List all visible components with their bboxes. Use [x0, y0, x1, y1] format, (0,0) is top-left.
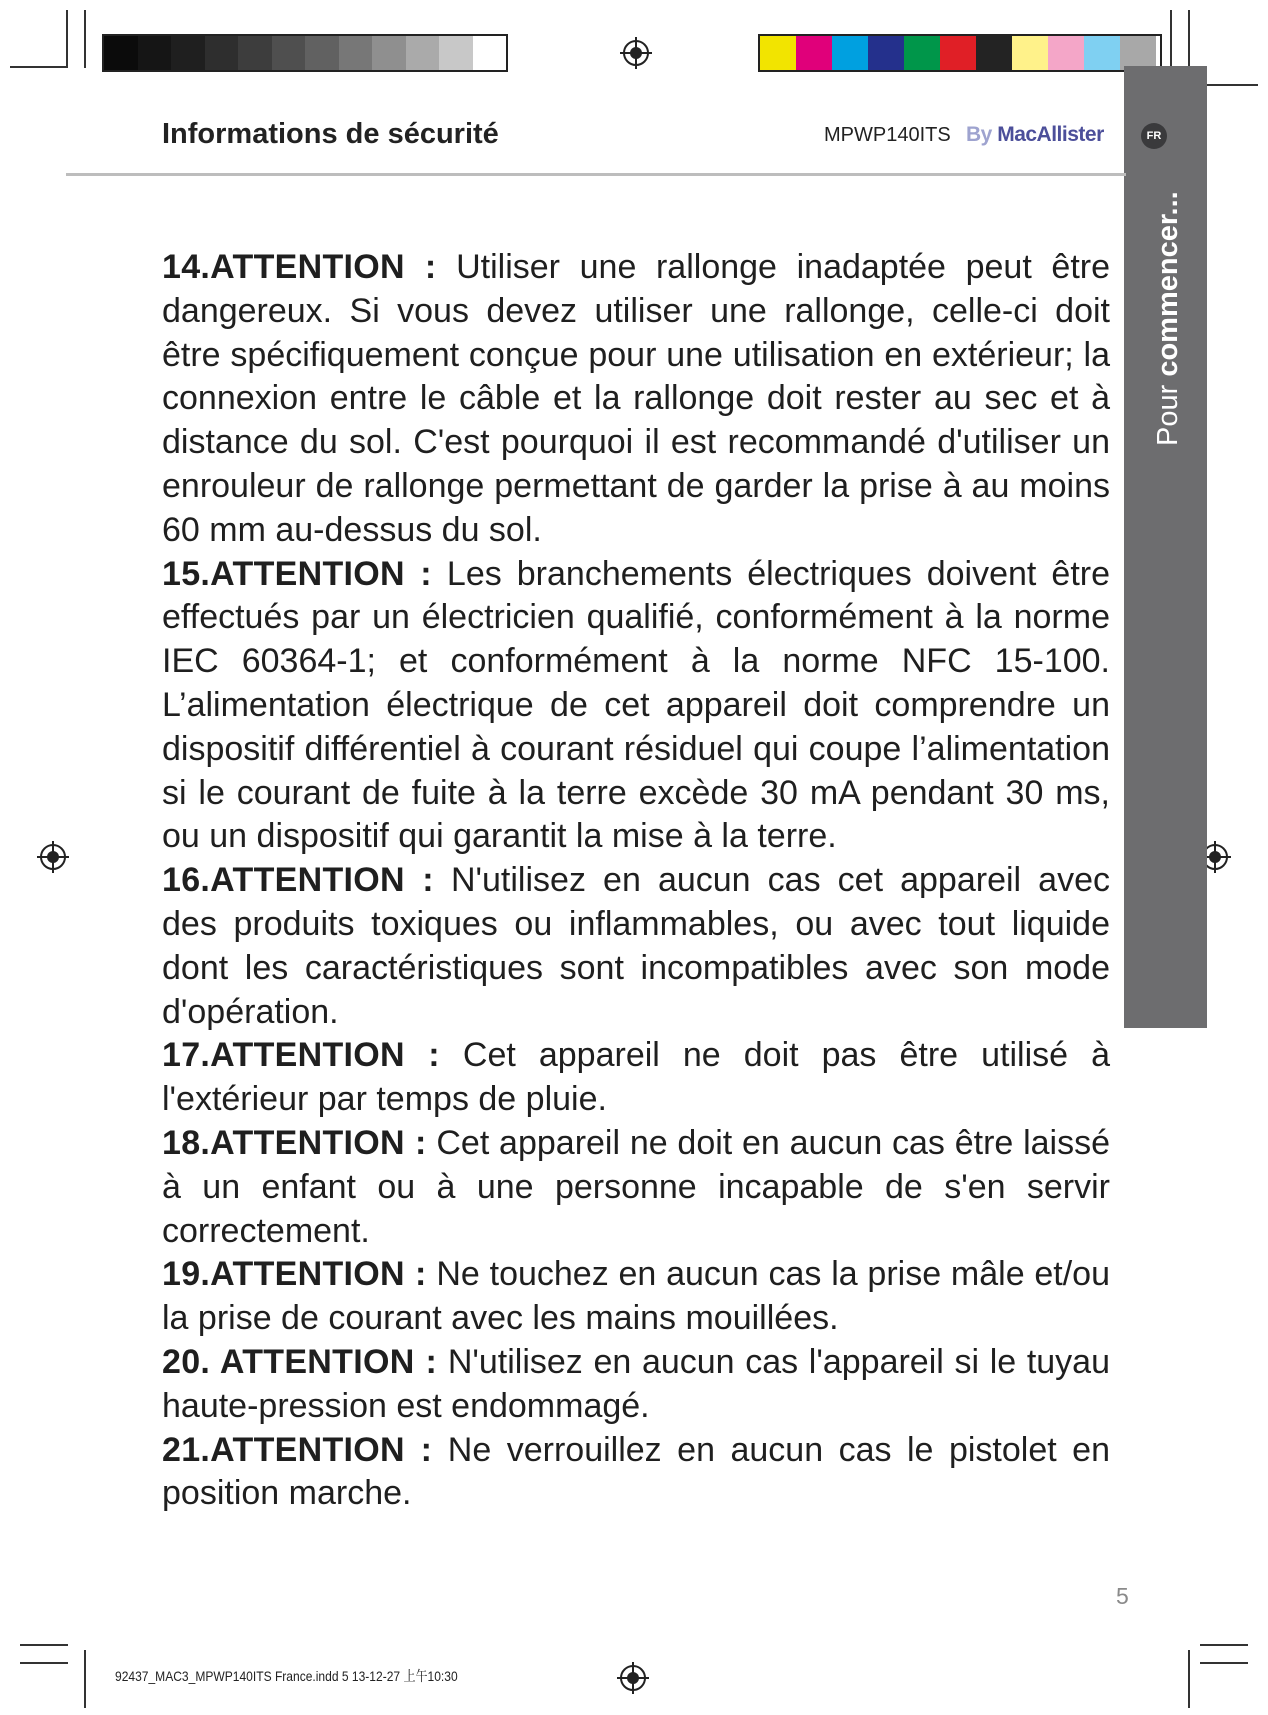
print-slug: 92437_MAC3_MPWP140ITS France.indd 5 13-12-27 上午10:30	[115, 1668, 458, 1684]
safety-item	[162, 859, 1110, 1034]
color-swatch	[1120, 36, 1156, 70]
color-swatch	[339, 36, 373, 70]
safety-item	[162, 1122, 1110, 1253]
crop-mark	[1200, 84, 1258, 86]
crop-mark	[84, 1650, 86, 1708]
color-swatch	[238, 36, 272, 70]
color-swatch	[832, 36, 868, 70]
brand-by: By	[966, 123, 992, 146]
color-swatch	[1048, 36, 1084, 70]
brand-logo	[966, 123, 1104, 147]
color-swatch	[439, 36, 473, 70]
header-divider	[66, 173, 1126, 176]
color-swatch	[976, 36, 1012, 70]
page-number: 5	[1116, 1583, 1129, 1609]
color-swatch	[104, 36, 138, 70]
registration-target-icon	[36, 840, 70, 874]
safety-item	[162, 1253, 1110, 1341]
crop-mark	[1200, 1644, 1248, 1646]
color-swatch	[406, 36, 440, 70]
model-number: MPWP140ITS	[824, 124, 951, 146]
safety-item-label: 21.ATTENTION :	[162, 1430, 433, 1469]
crop-mark	[1188, 1650, 1190, 1708]
crop-mark	[10, 66, 68, 68]
color-swatch	[904, 36, 940, 70]
registration-target-icon	[616, 1661, 650, 1695]
color-swatch	[138, 36, 172, 70]
color-swatch	[372, 36, 406, 70]
crop-mark	[1170, 10, 1172, 68]
safety-instructions	[162, 246, 1110, 1516]
grayscale-calibration-bar	[102, 34, 508, 72]
crop-mark	[1200, 1662, 1248, 1664]
safety-item-text: Cet appareil ne doit en aucun cas être laissé à un enfant ou à une personne incapable de s'en servir correctement.	[162, 1123, 1111, 1250]
safety-item-text: Ne touchez en aucun cas la prise mâle et/ou la prise de courant avec les mains mouillées.	[162, 1255, 1111, 1338]
safety-item-label: 18.ATTENTION :	[162, 1123, 427, 1162]
safety-item-label: 20. ATTENTION :	[162, 1342, 438, 1381]
color-swatch	[868, 36, 904, 70]
safety-item-label: 15.ATTENTION :	[162, 554, 432, 593]
safety-item-label: 14.ATTENTION :	[162, 248, 437, 286]
language-badge: FR	[1141, 123, 1167, 149]
color-swatch	[796, 36, 832, 70]
safety-item-text: Utiliser une rallonge inadaptée peut être dangereux. Si vous devez utiliser une rallonge, celle-ci doit être spécifiquement conçue pour une utilisation en extérieur; la connexion entre le câble et la rallonge doit rester au sec et à distance du sol. C'est pourquoi il est recommandé d'utiliser un enrouleur de rallonge permettant de garder la prise à au moins 60 mm au-dessus du sol.	[162, 248, 1111, 549]
safety-item-label: 19.ATTENTION :	[162, 1255, 427, 1294]
color-swatch	[171, 36, 205, 70]
section-tab-label-bold: commencer...	[1152, 191, 1184, 377]
crop-mark	[20, 1662, 68, 1664]
crop-mark	[84, 10, 86, 68]
page-title: Informations de sécurité	[162, 118, 499, 150]
safety-item	[162, 246, 1110, 553]
safety-item-text: Ne verrouillez en aucun cas le pistolet en position marche.	[162, 1430, 1110, 1513]
section-tab-label-light: Pour	[1152, 384, 1184, 446]
crop-mark	[66, 10, 68, 68]
color-swatch	[1012, 36, 1048, 70]
brand-name: MacAllister	[997, 123, 1104, 146]
color-calibration-bar	[758, 34, 1162, 72]
color-swatch	[760, 36, 796, 70]
safety-item-label: 16.ATTENTION :	[162, 861, 434, 900]
color-swatch	[272, 36, 306, 70]
safety-item	[162, 553, 1110, 860]
safety-item	[162, 1429, 1110, 1517]
color-swatch	[205, 36, 239, 70]
safety-item-text: N'utilisez en aucun cas cet appareil avec des produits toxiques ou inflammables, ou avec tout liquide dont les caractéristiques sont incompatibles avec son mode d'opération.	[162, 861, 1110, 1031]
crop-mark	[1188, 10, 1190, 68]
safety-item-text: Les branchements électriques doivent être effectués par un électricien qualifié, conformément à la norme IEC 60364-1; et conformément à la norme NFC 15-100. L’alimentation électrique de cet appareil doit comprendre un dispositif différentiel à courant résiduel qui coupe l’alimentation si le courant de fuite à la terre excède 30 mA pendant 30 ms, ou un dispositif qui garantit la mise à la terre.	[162, 554, 1111, 856]
color-swatch	[473, 36, 507, 70]
color-swatch	[305, 36, 339, 70]
registration-target-icon	[619, 36, 653, 70]
safety-item-text: N'utilisez en aucun cas l'appareil si le tuyau haute-pression est endommagé.	[162, 1342, 1111, 1425]
color-swatch	[940, 36, 976, 70]
section-tab-label	[1152, 191, 1185, 446]
safety-item	[162, 1341, 1110, 1429]
crop-mark	[20, 1644, 68, 1646]
safety-item-label: 17.ATTENTION :	[162, 1036, 440, 1075]
safety-item-text: Cet appareil ne doit pas être utilisé à l'extérieur par temps de pluie.	[162, 1036, 1110, 1119]
color-swatch	[1084, 36, 1120, 70]
safety-item	[162, 1034, 1110, 1122]
